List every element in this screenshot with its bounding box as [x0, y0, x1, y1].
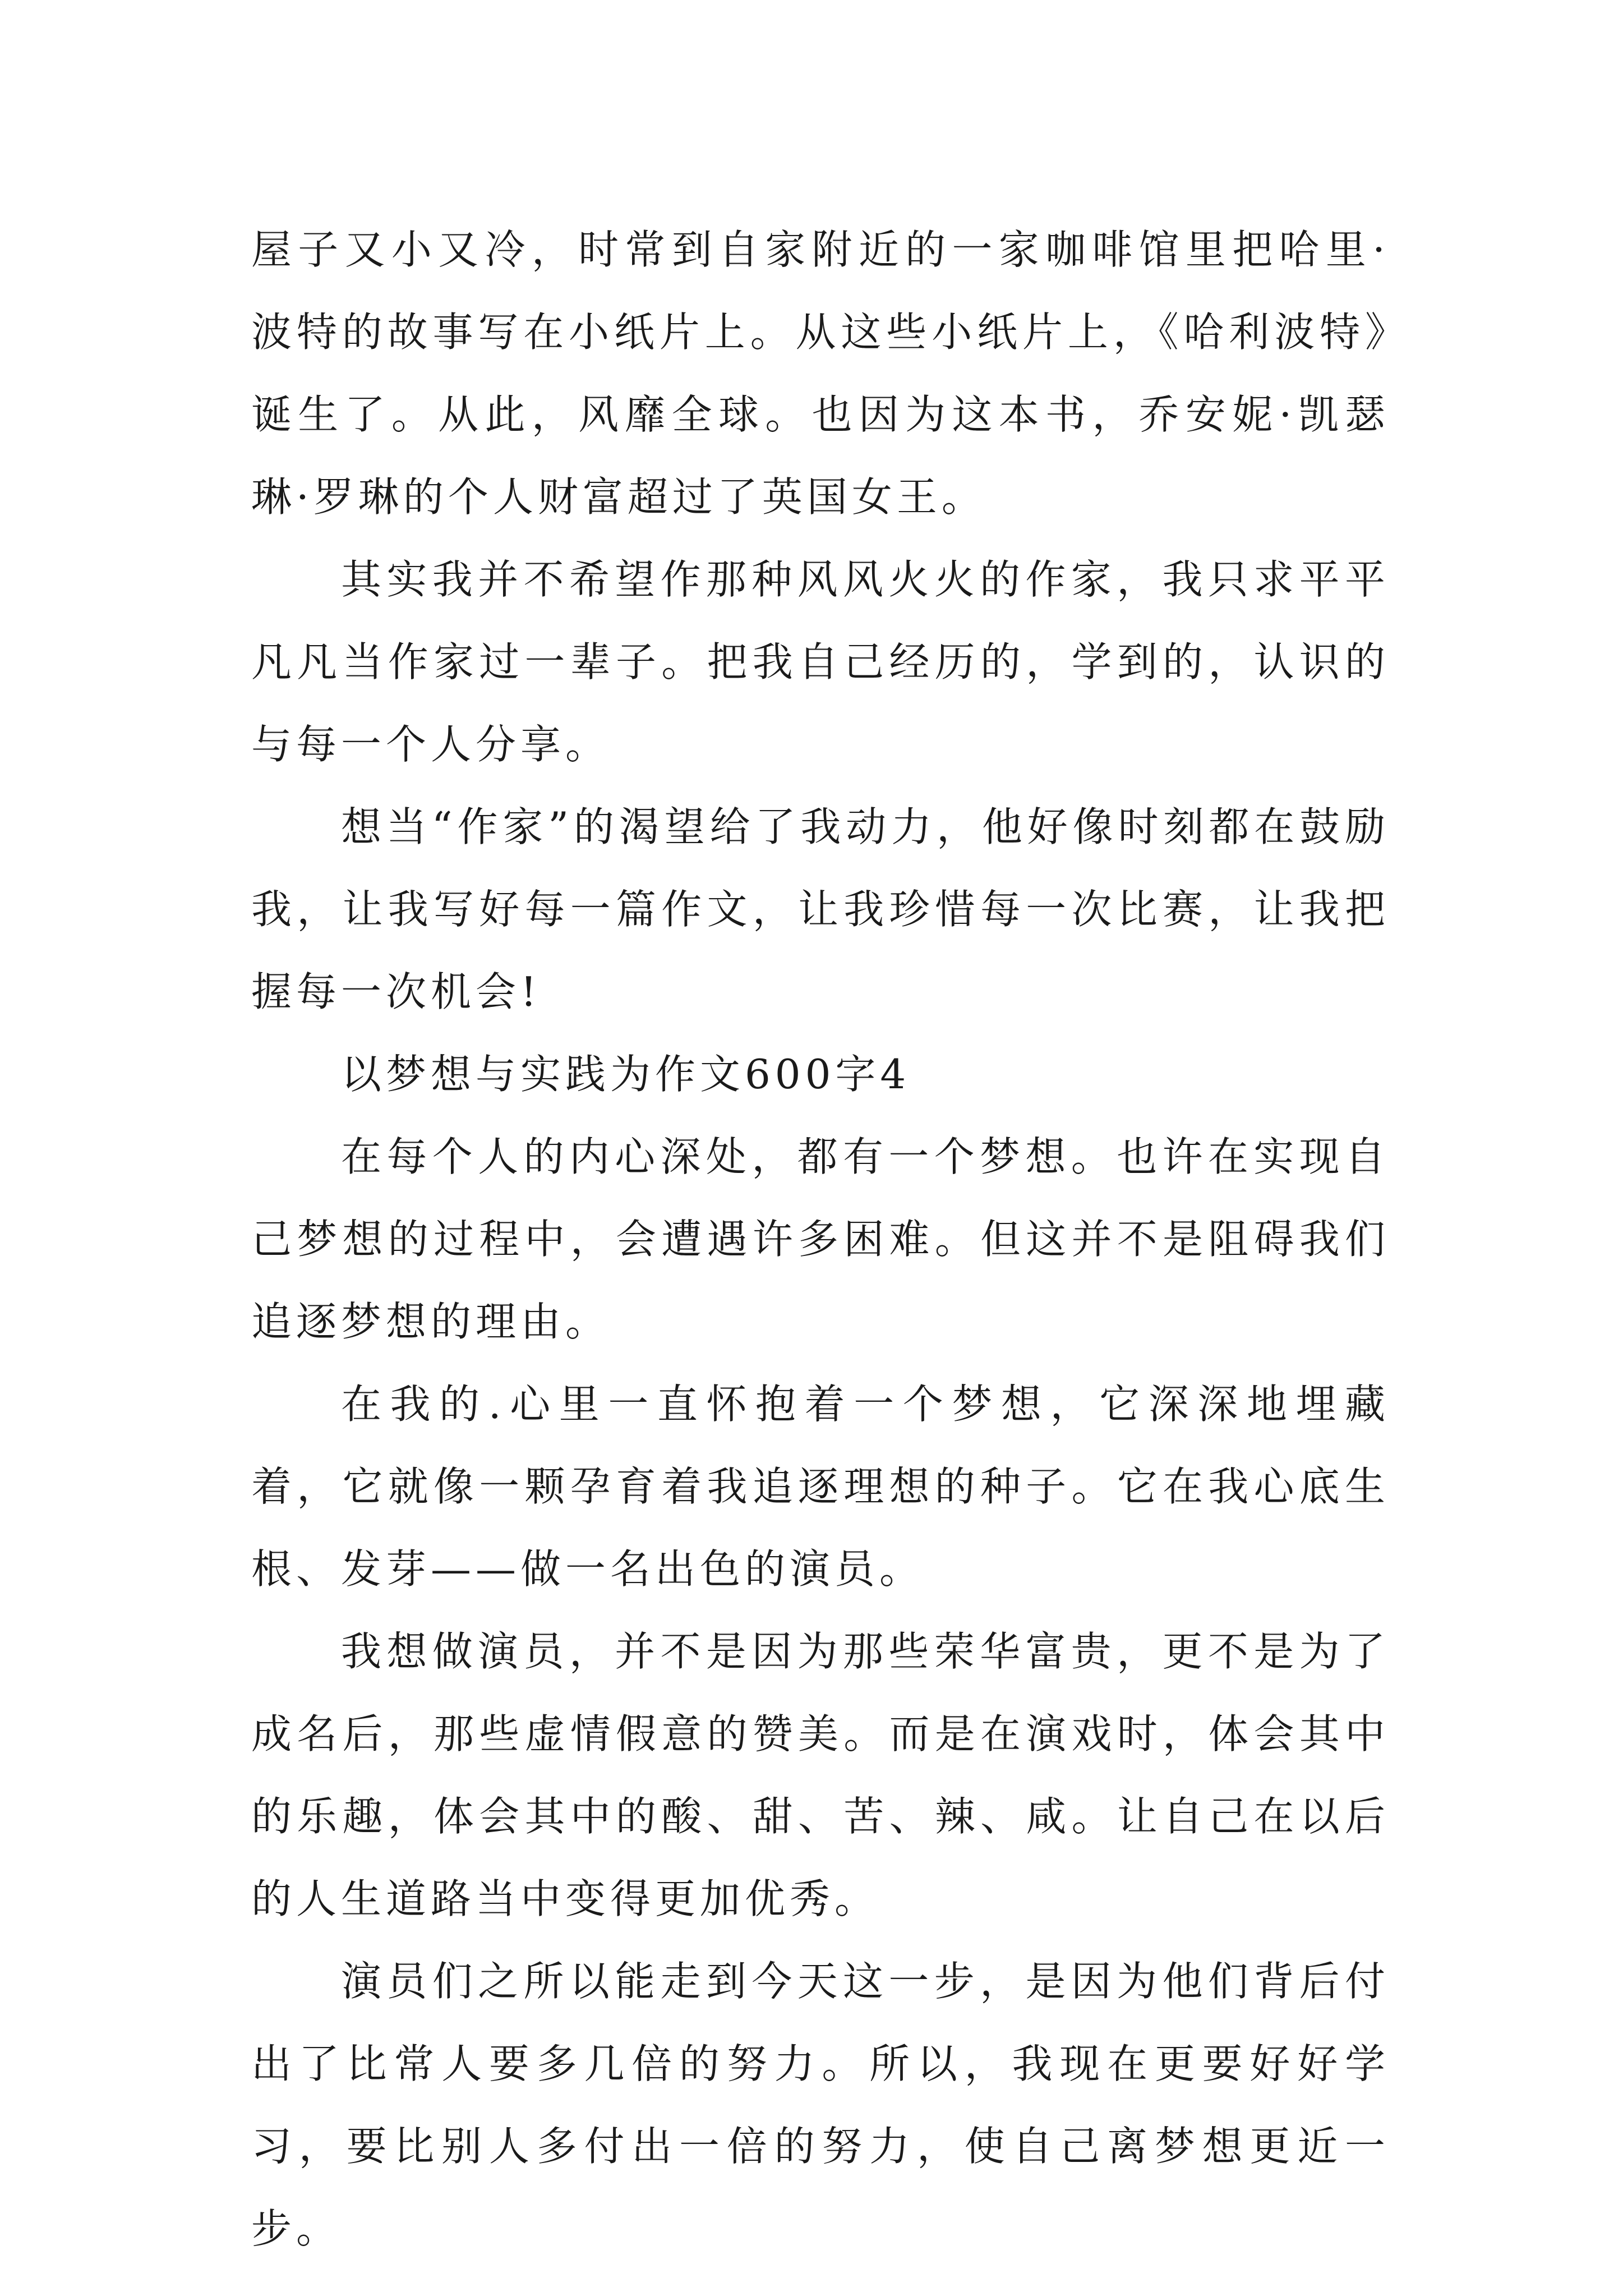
paragraph: 在每个人的内心深处，都有一个梦想。也许在实现自己梦想的过程中，会遭遇许多困难。但这并不是阻碍我们追逐梦想的理由。 [251, 1133, 1390, 1345]
paragraph: 我想做演员，并不是因为那些荣华富贵，更不是为了成名后，那些虚情假意的赞美。而是在演戏时，体会其中的乐趣，体会其中的酸、甜、苦、辣、咸。让自己在以后的人生道路当中变得更加优秀。 [251, 1628, 1390, 1922]
document-body [251, 209, 1390, 2270]
paragraph: 想当“作家”的渴望给了我动力，他好像时刻都在鼓励我，让我写好每一篇作文，让我珍惜每一次比赛，让我把握每一次机会! [251, 803, 1390, 1015]
paragraph: 其实我并不希望作那种风风火火的作家，我只求平平凡凡当作家过一辈子。把我自己经历的，学到的，认识的与每一个人分享。 [251, 556, 1390, 768]
paragraph: 在我的.心里一直怀抱着一个梦想，它深深地埋藏着，它就像一颗孕育着我追逐理想的种子。它在我心底生根、发芽——做一名出色的演员。 [251, 1381, 1390, 1593]
section-heading: 以梦想与实践为作文600字4 [341, 1051, 911, 1098]
paragraph: 演员们之所以能走到今天这一步，是因为他们背后付出了比常人要多几倍的努力。所以，我现在更要好好学习，要比别人多付出一倍的努力，使自己离梦想更近一步。 [251, 1958, 1390, 2252]
paragraph-continued: 屋子又小又冷，时常到自家附近的一家咖啡馆里把哈里·波特的故事写在小纸片上。从这些小纸片上，《哈利波特》诞生了。从此，风靡全球。也因为这本书，乔安妮·凯瑟琳·罗琳的个人财富超过了英国女王。 [251, 226, 1390, 521]
